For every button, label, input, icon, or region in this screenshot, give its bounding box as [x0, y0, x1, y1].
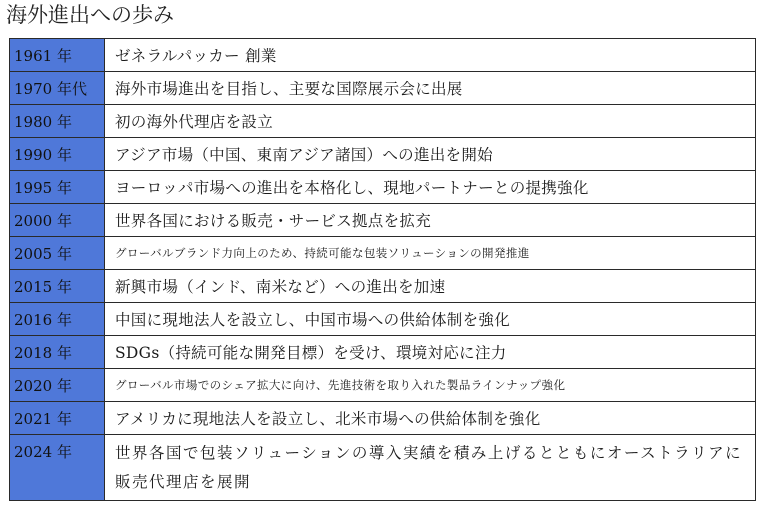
event-cell: アジア市場（中国、東南アジア諸国）への進出を開始 [105, 138, 756, 171]
page-title: 海外進出への歩み [6, 3, 174, 27]
year-cell: 1980 年 [10, 105, 105, 138]
year-cell: 1995 年 [10, 171, 105, 204]
table-row [10, 369, 756, 402]
table-row [10, 402, 756, 435]
year-cell: 2024 年 [10, 435, 105, 501]
table-row [10, 72, 756, 105]
year-cell: 2000 年 [10, 204, 105, 237]
year-cell: 2020 年 [10, 369, 105, 402]
table-row [10, 303, 756, 336]
table-row [10, 39, 756, 72]
year-cell: 2016 年 [10, 303, 105, 336]
event-cell: 初の海外代理店を設立 [105, 105, 756, 138]
event-cell: 新興市場（インド、南米など）への進出を加速 [105, 270, 756, 303]
table-row [10, 138, 756, 171]
year-cell: 2005 年 [10, 237, 105, 270]
year-cell: 2015 年 [10, 270, 105, 303]
table-row [10, 270, 756, 303]
event-cell: ゼネラルパッカー 創業 [105, 39, 756, 72]
event-cell: 世界各国における販売・サービス拠点を拡充 [105, 204, 756, 237]
table-row [10, 435, 756, 501]
year-cell: 1990 年 [10, 138, 105, 171]
event-cell: 海外市場進出を目指し、主要な国際展示会に出展 [105, 72, 756, 105]
event-cell: ヨーロッパ市場への進出を本格化し、現地パートナーとの提携強化 [105, 171, 756, 204]
table-row [10, 171, 756, 204]
event-cell: 世界各国で包装ソリューションの導入実績を積み上げるとともにオーストラリアに販売代理店を展開 [105, 435, 756, 501]
table-row [10, 336, 756, 369]
event-cell: アメリカに現地法人を設立し、北米市場への供給体制を強化 [105, 402, 756, 435]
event-cell: SDGs（持続可能な開発目標）を受け、環境対応に注力 [105, 336, 756, 369]
year-cell: 1961 年 [10, 39, 105, 72]
history-table [9, 38, 756, 501]
event-cell: グローバル市場でのシェア拡大に向け、先進技術を取り入れた製品ラインナップ強化 [105, 369, 756, 402]
year-cell: 1970 年代 [10, 72, 105, 105]
year-cell: 2021 年 [10, 402, 105, 435]
event-cell: 中国に現地法人を設立し、中国市場への供給体制を強化 [105, 303, 756, 336]
table-row [10, 105, 756, 138]
event-cell: グローバルブランド力向上のため、持続可能な包装ソリューションの開発推進 [105, 237, 756, 270]
table-row [10, 204, 756, 237]
year-cell: 2018 年 [10, 336, 105, 369]
table-row [10, 237, 756, 270]
